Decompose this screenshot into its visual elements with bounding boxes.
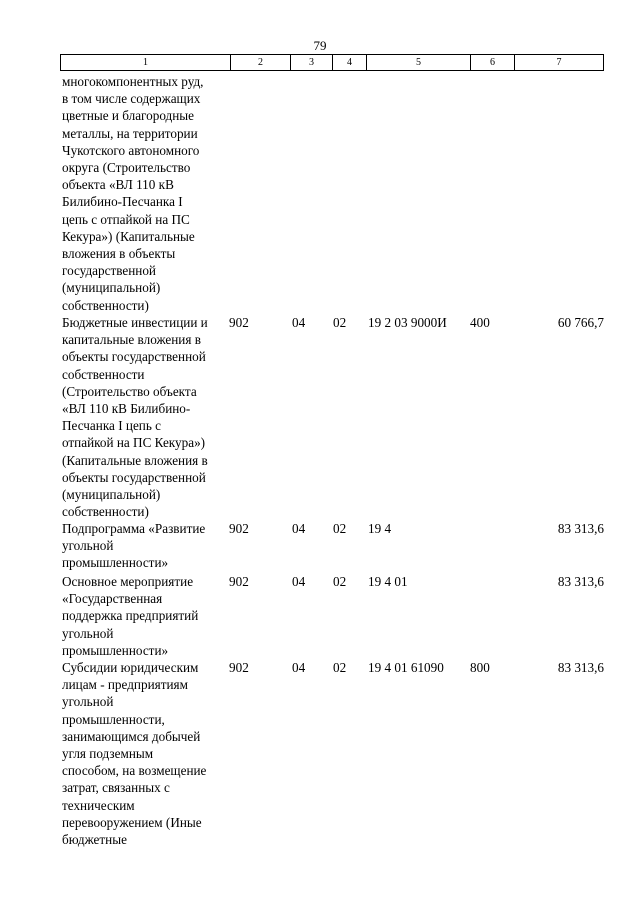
header-col-7: 7 xyxy=(556,57,562,68)
col6-value: 400 xyxy=(470,315,490,330)
header-col-1: 1 xyxy=(61,55,231,70)
header-col-3: 3 xyxy=(291,55,333,70)
col4-value: 02 xyxy=(333,574,347,589)
header-col-5: 5 xyxy=(367,55,471,70)
col2-value: 902 xyxy=(229,521,249,536)
col7-value: 60 766,7 xyxy=(557,315,604,330)
col3-value: 04 xyxy=(292,315,306,330)
col4-value: 02 xyxy=(333,660,347,675)
col6-value: 800 xyxy=(470,660,490,675)
row-name: Основное мероприятие «Государственная поддержка предприятий угольной промышленности» xyxy=(62,574,199,658)
col2-value: 902 xyxy=(229,315,249,330)
page-number: 79 xyxy=(313,38,327,53)
col7-value: 83 313,6 xyxy=(557,521,604,536)
row-name: Бюджетные инвестиции и капитальные вложения в объекты государственной собственности (Строительство объекта «ВЛ 110 кВ Билибино- Песчанка I цепь с отпайкой на ПС Кекура») (Капитальные вложения в объекты государственной (муниципальной) собственности) xyxy=(62,315,208,520)
col4-value: 02 xyxy=(333,521,347,536)
col4-value: 02 xyxy=(333,315,347,330)
col2-value: 902 xyxy=(229,660,249,675)
col3-value: 04 xyxy=(292,521,306,536)
header-col-6: 6 xyxy=(471,55,515,70)
table-header xyxy=(60,54,604,71)
col3-value: 04 xyxy=(292,660,306,675)
row-name: многокомпонентных руд, в том числе содержащих цветные и благородные металлы, на территории Чукотского автономного округа (Строительство объекта «ВЛ 110 кВ Билибино-Песчанка I цепь с отпайкой на ПС Кекура») (Капитальные вложения в объекты государственной (муниципальной) собственности) xyxy=(62,74,204,313)
col5-value: 19 4 xyxy=(368,521,392,536)
row-name: Субсидии юридическим лицам - предприятиям угольной промышленности, занимающимся добычей угля подземным способом, на возмещение затрат, связанных с техническим перевооружением (Иные бюджетные xyxy=(62,660,207,848)
col7-value: 83 313,6 xyxy=(557,574,604,589)
col2-value: 902 xyxy=(229,574,249,589)
header-col-4: 4 xyxy=(333,55,367,70)
col3-value: 04 xyxy=(292,574,306,589)
col7-value: 83 313,6 xyxy=(557,660,604,675)
header-col-2: 2 xyxy=(231,55,291,70)
col5-value: 19 4 01 61090 xyxy=(368,660,444,675)
col5-value: 19 4 01 xyxy=(368,574,408,589)
col5-value: 19 2 03 9000И xyxy=(368,315,447,330)
row-name: Подпрограмма «Развитие угольной промышленности» xyxy=(62,521,206,571)
